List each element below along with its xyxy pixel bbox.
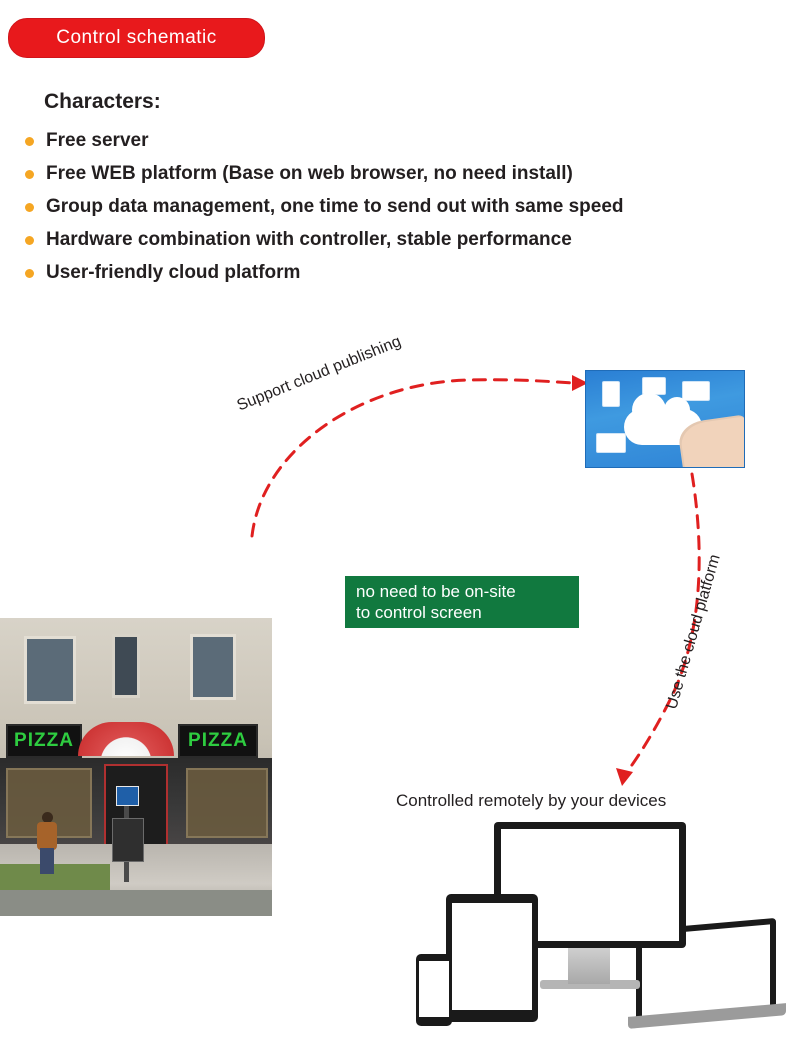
list-item-label: User-friendly cloud platform [46, 262, 301, 283]
callout-line-1: no need to be on-site [356, 582, 516, 601]
list-item-label: Free WEB platform (Base on web browser, no need install) [46, 163, 573, 184]
photo-curb [0, 890, 272, 916]
cloud-device-monitor-icon [596, 433, 626, 453]
list-item [22, 130, 782, 152]
bullet-dot-icon [25, 269, 34, 278]
characters-heading: Characters: [44, 90, 161, 113]
photo-street-sign [116, 786, 139, 806]
list-item [22, 262, 782, 284]
phone-screen [419, 961, 449, 1017]
page-title: Control schematic [56, 27, 217, 48]
monitor-stand [568, 948, 610, 984]
photo-sign-box [112, 818, 144, 862]
pedestrian-torso [37, 822, 57, 850]
list-item-label: Hardware combination with controller, stable performance [46, 229, 572, 250]
label-controlled-remotely: Controlled remotely by your devices [396, 791, 667, 810]
label-support-cloud-publishing: Support cloud publishing [234, 333, 404, 415]
photo-pedestrian [36, 812, 58, 874]
photo-window [112, 634, 140, 698]
photo-window [24, 636, 76, 704]
pedestrian-legs [40, 848, 54, 874]
arrow-path-upload [252, 380, 572, 536]
cloud-device-laptop-icon [682, 381, 710, 401]
list-item [22, 196, 782, 218]
list-item-label: Free server [46, 130, 149, 151]
devices-illustration [400, 812, 780, 1037]
label-use-cloud-platform: Use the cloud platform [663, 552, 724, 712]
bullet-dot-icon [25, 137, 34, 146]
tablet-device [446, 894, 538, 1022]
page-title-pill [8, 18, 265, 58]
arrow-head-download [616, 768, 633, 786]
list-item [22, 229, 782, 251]
phone-device [416, 954, 452, 1026]
list-item [22, 163, 782, 185]
pizza-sign-left-text: PIZZA [14, 730, 74, 751]
cloud-device-phone-icon [602, 381, 620, 407]
bullet-dot-icon [25, 170, 34, 179]
bullet-dot-icon [25, 203, 34, 212]
list-item-label: Group data management, one time to send out with same speed [46, 196, 624, 217]
callout-no-onsite [345, 576, 579, 628]
callout-line-2: to control screen [356, 603, 482, 622]
storefront-photo [0, 618, 272, 916]
characters-list [22, 130, 782, 295]
pizza-sign-left [6, 724, 82, 758]
tablet-screen [452, 903, 532, 1010]
photo-glass-window [186, 768, 268, 838]
photo-window [190, 634, 236, 700]
pizza-sign-right-text: PIZZA [188, 730, 248, 751]
pizza-sign-right [178, 724, 258, 758]
bullet-dot-icon [25, 236, 34, 245]
cloud-platform-image [585, 370, 745, 468]
